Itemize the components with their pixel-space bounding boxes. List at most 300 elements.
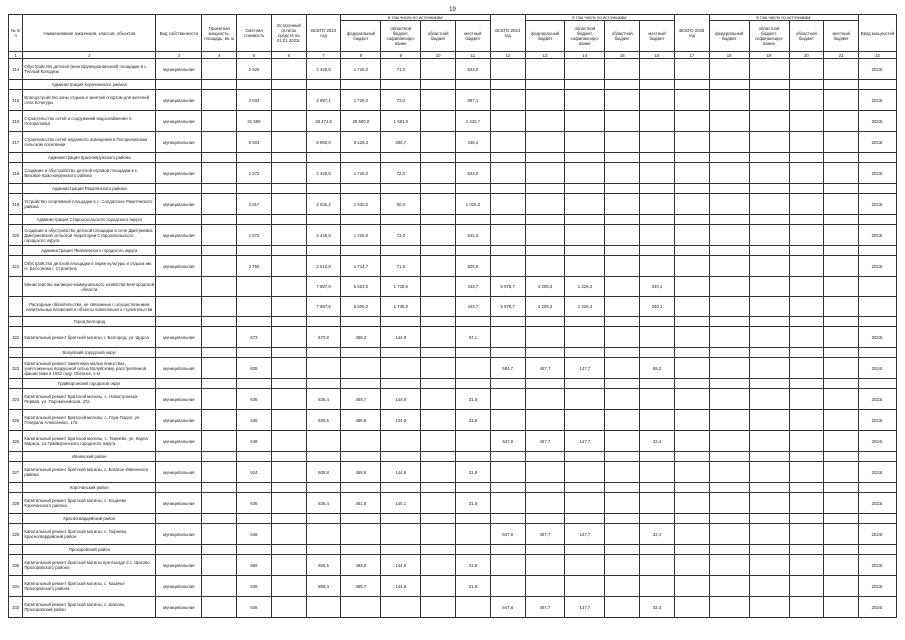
value-cell (749, 597, 789, 618)
table-row (9, 555, 897, 576)
remaining-cell (271, 597, 306, 618)
empty-cell (674, 452, 709, 462)
empty-cell (674, 348, 709, 358)
value-cell: 1 738,9 (381, 277, 421, 297)
column-number: 20 (789, 52, 824, 59)
ownership-cell: муниципальная (156, 410, 202, 431)
ownership-cell: муниципальная (156, 524, 202, 545)
ownership-cell: муниципальная (156, 462, 202, 483)
value-cell (749, 297, 789, 317)
empty-cell (525, 317, 565, 327)
total-row (9, 297, 897, 317)
capacity-cell (202, 111, 237, 132)
capacity-cell (202, 90, 237, 111)
empty-cell (202, 215, 237, 225)
empty-cell (237, 277, 272, 297)
empty-cell (709, 483, 749, 493)
empty-cell (565, 379, 605, 389)
value-cell (421, 462, 456, 483)
empty-cell (237, 514, 272, 524)
value-cell: 643,0 (456, 59, 491, 80)
empty-cell (859, 215, 897, 225)
row-number: 323 (9, 358, 23, 379)
value-cell (381, 524, 421, 545)
value-cell (605, 524, 640, 545)
remaining-cell (271, 524, 306, 545)
empty-cell (341, 215, 381, 225)
value-cell (306, 431, 341, 452)
section-row (9, 379, 897, 389)
empty-cell (9, 297, 23, 317)
empty-cell (749, 379, 789, 389)
header-local: местный бюджет (456, 21, 491, 52)
value-cell (490, 256, 525, 277)
empty-cell (202, 483, 237, 493)
remaining-cell (271, 194, 306, 215)
value-cell (421, 389, 456, 410)
value-cell (421, 90, 456, 111)
empty-cell (381, 545, 421, 555)
empty-cell (859, 153, 897, 163)
value-cell (749, 163, 789, 184)
table-row (9, 493, 897, 514)
value-cell (749, 389, 789, 410)
value-cell (824, 256, 859, 277)
value-cell (421, 111, 456, 132)
empty-cell (565, 452, 605, 462)
remaining-cell (271, 555, 306, 576)
value-cell (490, 389, 525, 410)
header-local: местный бюджет (824, 21, 859, 52)
empty-cell (306, 317, 341, 327)
empty-cell (565, 80, 605, 90)
value-cell: 32,4 (640, 597, 675, 618)
value-cell (640, 111, 675, 132)
value-cell (421, 194, 456, 215)
empty-cell (9, 215, 23, 225)
capacity-cell (202, 462, 237, 483)
empty-cell (490, 153, 525, 163)
cost-cell: 636 (237, 389, 272, 410)
capacity-cell (202, 431, 237, 452)
empty-cell (202, 317, 237, 327)
total-title: Министерство жилищно-коммунального хозяйства Белгородской области (23, 277, 156, 297)
remaining-cell (271, 576, 306, 597)
section-title: Ивнянский район (23, 452, 156, 462)
value-cell (421, 431, 456, 452)
remaining-cell (271, 256, 306, 277)
empty-cell (156, 153, 202, 163)
value-cell (640, 163, 675, 184)
empty-cell (709, 215, 749, 225)
value-cell (421, 225, 456, 246)
empty-cell (789, 153, 824, 163)
value-cell: 398,7 (381, 132, 421, 153)
ownership-cell: муниципальная (156, 327, 202, 348)
value-cell: 8 960,0 (306, 132, 341, 153)
value-cell (525, 194, 565, 215)
row-number: 331 (9, 576, 23, 597)
empty-cell (456, 545, 491, 555)
value-cell (565, 327, 605, 348)
section-row (9, 215, 897, 225)
value-cell (824, 597, 859, 618)
empty-cell (456, 215, 491, 225)
row-number: 332 (9, 597, 23, 618)
empty-cell (490, 545, 525, 555)
value-cell: 458,7 (341, 576, 381, 597)
value-cell (824, 59, 859, 80)
value-cell: 340,1 (640, 297, 675, 317)
value-cell (749, 327, 789, 348)
value-cell: 635,4 (306, 493, 341, 514)
empty-cell (674, 80, 709, 90)
ownership-cell: муниципальная (156, 555, 202, 576)
header-num: № п/п (9, 15, 23, 52)
header-regional: областной бюджет (605, 21, 640, 52)
value-cell (709, 389, 749, 410)
value-cell: 1 726,0 (341, 59, 381, 80)
value-cell (525, 132, 565, 153)
value-cell (605, 225, 640, 246)
value-cell (381, 431, 421, 452)
table-row (9, 410, 897, 431)
value-cell (421, 555, 456, 576)
total-row (9, 277, 897, 297)
value-cell (789, 256, 824, 277)
value-cell (749, 256, 789, 277)
table-row (9, 132, 897, 153)
empty-cell (525, 215, 565, 225)
cost-cell: 8 903 (237, 132, 272, 153)
cost-cell: 666 (237, 555, 272, 576)
empty-cell (456, 80, 491, 90)
value-cell: 7 687,6 (306, 297, 341, 317)
value-cell (789, 576, 824, 597)
value-cell (605, 163, 640, 184)
value-cell (824, 462, 859, 483)
value-cell (674, 555, 709, 576)
empty-cell (202, 80, 237, 90)
empty-cell (381, 246, 421, 256)
value-cell (605, 256, 640, 277)
value-cell (709, 358, 749, 379)
capacity-cell (202, 132, 237, 153)
empty-cell (381, 80, 421, 90)
value-cell (421, 132, 456, 153)
capacity-cell (202, 555, 237, 576)
value-cell (789, 132, 824, 153)
empty-cell (421, 153, 456, 163)
empty-cell (709, 379, 749, 389)
empty-cell (456, 317, 491, 327)
empty-cell (9, 317, 23, 327)
row-number: 321 (9, 256, 23, 277)
value-cell (421, 358, 456, 379)
value-cell: 898,4 (306, 576, 341, 597)
empty-cell (271, 545, 306, 555)
empty-cell (237, 452, 272, 462)
value-cell (565, 493, 605, 514)
value-cell (824, 277, 859, 297)
empty-cell (565, 514, 605, 524)
section-row (9, 80, 897, 90)
table-row (9, 163, 897, 184)
value-cell: 467,7 (525, 524, 565, 545)
empty-cell (709, 545, 749, 555)
value-cell (565, 194, 605, 215)
commission-year: 2023г. (859, 163, 897, 184)
empty-cell (306, 348, 341, 358)
cost-cell: 636 (237, 576, 272, 597)
value-cell (640, 327, 675, 348)
empty-cell (525, 514, 565, 524)
value-cell (456, 524, 491, 545)
row-number: 326 (9, 431, 23, 452)
table-row (9, 327, 897, 348)
ownership-cell: муниципальная (156, 576, 202, 597)
empty-cell (9, 379, 23, 389)
empty-cell (306, 514, 341, 524)
empty-cell (341, 379, 381, 389)
empty-cell (859, 277, 897, 297)
empty-cell (202, 452, 237, 462)
table-row (9, 90, 897, 111)
section-row (9, 153, 897, 163)
empty-cell (640, 317, 675, 327)
empty-cell (525, 348, 565, 358)
ownership-cell: муниципальная (156, 256, 202, 277)
column-number: 13 (525, 52, 565, 59)
empty-cell (202, 184, 237, 194)
value-cell (605, 277, 640, 297)
value-cell (490, 576, 525, 597)
empty-cell (421, 348, 456, 358)
value-cell (525, 111, 565, 132)
empty-cell (749, 452, 789, 462)
column-number: 5 (237, 52, 272, 59)
empty-cell (565, 483, 605, 493)
value-cell (824, 194, 859, 215)
value-cell: 665,5 (306, 555, 341, 576)
value-cell (525, 493, 565, 514)
ownership-cell: муниципальная (156, 358, 202, 379)
commission-year: 2023г. (859, 410, 897, 431)
value-cell (824, 358, 859, 379)
value-cell: 641,0 (456, 225, 491, 246)
table-row (9, 597, 897, 618)
value-cell: 2 440,0 (306, 225, 341, 246)
value-cell: 72,0 (381, 163, 421, 184)
remaining-cell (271, 90, 306, 111)
empty-cell (306, 153, 341, 163)
value-cell (824, 132, 859, 153)
page-number: 19 (449, 7, 456, 13)
value-cell (789, 297, 824, 317)
ownership-cell: муниципальная (156, 132, 202, 153)
value-cell: 147,7 (565, 431, 605, 452)
cost-cell: 648 (237, 524, 272, 545)
value-cell: 144,9 (381, 389, 421, 410)
value-cell: 1 714,7 (341, 256, 381, 277)
empty-cell (640, 452, 675, 462)
empty-cell (605, 483, 640, 493)
table-row (9, 462, 897, 483)
empty-cell (271, 215, 306, 225)
value-cell (525, 327, 565, 348)
empty-cell (237, 379, 272, 389)
empty-cell (674, 545, 709, 555)
value-cell (674, 410, 709, 431)
empty-cell (525, 246, 565, 256)
value-cell (525, 462, 565, 483)
empty-cell (237, 545, 272, 555)
empty-cell (749, 483, 789, 493)
empty-cell (202, 297, 237, 317)
capacity-cell (202, 358, 237, 379)
value-cell (421, 410, 456, 431)
value-cell (490, 111, 525, 132)
empty-cell (456, 514, 491, 524)
value-cell (709, 111, 749, 132)
empty-cell (709, 317, 749, 327)
table-row (9, 389, 897, 410)
value-cell (674, 597, 709, 618)
value-cell (789, 389, 824, 410)
value-cell (525, 389, 565, 410)
header-name: Наименование заказчиков, классов, объектов (23, 15, 156, 52)
value-cell: 647,8 (490, 431, 525, 452)
value-cell: 31,8 (456, 493, 491, 514)
empty-cell (824, 153, 859, 163)
capacity-cell (202, 410, 237, 431)
column-number: 12 (490, 52, 525, 59)
empty-cell (749, 215, 789, 225)
value-cell (749, 431, 789, 452)
row-number: 327 (9, 462, 23, 483)
value-cell (490, 493, 525, 514)
empty-cell (271, 483, 306, 493)
empty-cell (525, 545, 565, 555)
cost-cell: 2 750 (237, 256, 272, 277)
value-cell (709, 225, 749, 246)
row-number: 328 (9, 493, 23, 514)
empty-cell (749, 153, 789, 163)
value-cell (421, 576, 456, 597)
empty-cell (237, 80, 272, 90)
remaining-cell (271, 111, 306, 132)
value-cell (490, 225, 525, 246)
value-cell: 643,0 (456, 163, 491, 184)
column-number: 16 (640, 52, 675, 59)
empty-cell (640, 348, 675, 358)
section-title: Прохоровский район (23, 545, 156, 555)
value-cell (640, 555, 675, 576)
value-cell: 60,0 (381, 194, 421, 215)
empty-cell (9, 153, 23, 163)
empty-cell (421, 80, 456, 90)
value-cell (306, 597, 341, 618)
object-name: Создание и обустройство детской площадки в селе Дмитриевка Дмитриевской сельской территории Старооскольского городского округа (23, 225, 156, 246)
value-cell (749, 277, 789, 297)
empty-cell (859, 246, 897, 256)
cost-cell: 648 (237, 431, 272, 452)
value-cell: 2 440,0 (306, 59, 341, 80)
header-regional-cofin: областной бюджет, софинансиро-вание (749, 21, 789, 52)
value-cell (749, 555, 789, 576)
column-number: 15 (605, 52, 640, 59)
ownership-cell: муниципальная (156, 493, 202, 514)
column-number: 9 (381, 52, 421, 59)
cost-cell: 2 572 (237, 163, 272, 184)
empty-cell (490, 483, 525, 493)
object-name: Создание и обустройство детской игровой площадки в с. Вязовое Краснояружского района (23, 163, 156, 184)
section-title: Администрация Ракитянского района (23, 184, 156, 194)
ownership-cell: муниципальная (156, 59, 202, 80)
empty-cell (749, 184, 789, 194)
value-cell (525, 90, 565, 111)
value-cell: 5 505,0 (341, 297, 381, 317)
capacity-cell (202, 597, 237, 618)
table-body (9, 59, 897, 618)
header-total-2025: ВСЕГО 2025 год (674, 15, 709, 52)
empty-cell (859, 80, 897, 90)
empty-cell (640, 545, 675, 555)
value-cell (525, 410, 565, 431)
value-cell: 1 029,2 (456, 194, 491, 215)
empty-cell (156, 277, 202, 297)
value-cell (824, 410, 859, 431)
object-name: Строительство сетей и сооружений водоснабжения п. Погореловка (23, 111, 156, 132)
ownership-cell: муниципальная (156, 90, 202, 111)
empty-cell (381, 379, 421, 389)
value-cell (605, 111, 640, 132)
header-capacity: Проектная мощность, площадь, кв. м (202, 15, 237, 52)
remaining-cell (271, 59, 306, 80)
table-row (9, 524, 897, 545)
empty-cell (859, 348, 897, 358)
commission-year: 2023г. (859, 194, 897, 215)
value-cell (789, 431, 824, 452)
commission-year: 2023г. (859, 389, 897, 410)
section-title: Валуйский городской округ (23, 348, 156, 358)
section-row (9, 317, 897, 327)
value-cell (490, 462, 525, 483)
empty-cell (709, 153, 749, 163)
value-cell: 443,7 (456, 277, 491, 297)
empty-cell (640, 80, 675, 90)
empty-cell (565, 153, 605, 163)
header-regional-cofin: областной бюджет, софинансиро-вание (565, 21, 605, 52)
value-cell (421, 256, 456, 277)
ownership-cell: муниципальная (156, 111, 202, 132)
empty-cell (237, 297, 272, 317)
table-row (9, 194, 897, 215)
value-cell (565, 111, 605, 132)
header-sources-2025: в том числе по источникам: (709, 15, 858, 21)
value-cell: 2 636,2 (306, 194, 341, 215)
value-cell (565, 256, 605, 277)
commission-year: 2023г. (859, 327, 897, 348)
row-number: 325 (9, 410, 23, 431)
value-cell (605, 194, 640, 215)
value-cell (709, 327, 749, 348)
value-cell (709, 597, 749, 618)
value-cell (749, 194, 789, 215)
value-cell (565, 90, 605, 111)
value-cell: 1 432,7 (456, 111, 491, 132)
empty-cell (859, 545, 897, 555)
